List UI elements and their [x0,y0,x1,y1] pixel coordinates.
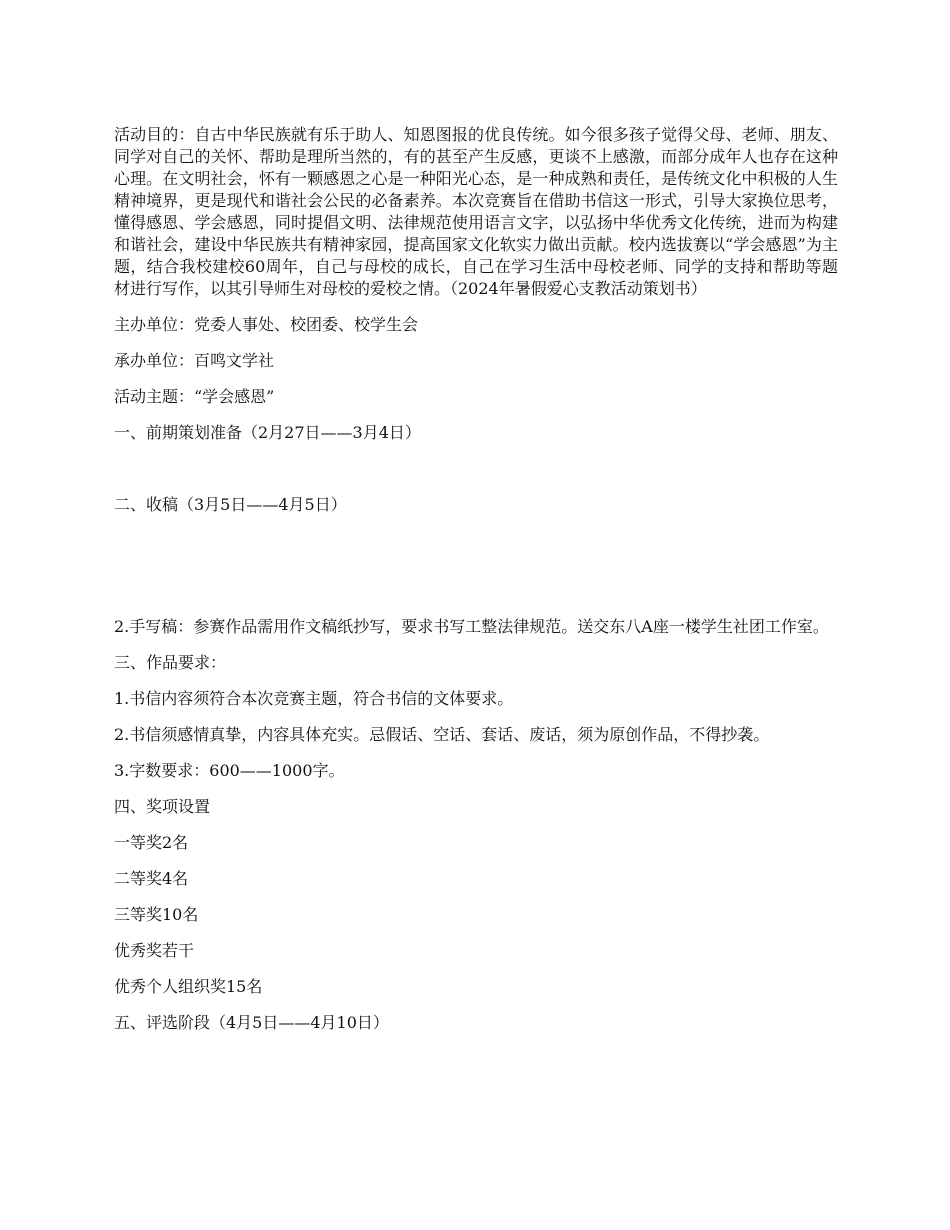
section-heading-preparation: 一、前期策划准备（2月27日——3月4日） [114,423,421,442]
co-organizer-line: 承办单位：百鸣文学社 [114,351,275,370]
award-third-prize: 三等奖10名 [114,905,199,924]
award-excellence: 优秀奖若干 [114,941,195,960]
requirement-item-3: 3.字数要求：600——1000字。 [114,761,345,780]
document-page [114,124,838,1048]
requirement-item-1: 1.书信内容须符合本次竞赛主题，符合书信的文体要求。 [114,689,514,708]
section-heading-judging: 五、评选阶段（4月5日——4月10日） [114,1013,389,1032]
award-first-prize: 一等奖2名 [114,833,189,852]
activity-purpose-paragraph: 活动目的：自古中华民族就有乐于助人、知恩图报的优良传统。如今很多孩子觉得父母、老师、朋友、同学对自己的关怀、帮助是理所当然的，有的甚至产生反感，更谈不上感激，而部分成年人也存在这种心理。在文明社会，怀有一颗感恩之心是一种阳光心态，是一种成熟和责任，是传统文化中积极的人生精神境界，更是现代和谐社会公民的必备素养。本次竞赛旨在借助书信这一形式，引导大家换位思考，懂得感恩、学会感恩，同时提倡文明、法律规范使用语言文字，以弘扬中华优秀文化传统，进而为构建和谐社会，建设中华民族共有精神家园，提高国家文化软实力做出贡献。校内选拔赛以“学会感恩”为主题，结合我校建校60周年，自己与母校的成长，自己在学习生活中母校老师、同学的支持和帮助等题材进行写作，以其引导师生对母校的爱校之情。（2024年暑假爱心支教活动策划书） [114,125,838,298]
section-heading-requirements: 三、作品要求： [114,653,227,672]
award-second-prize: 二等奖4名 [114,869,189,888]
section-heading-submission: 二、收稿（3月5日——4月5日） [114,495,347,514]
handwritten-submission-paragraph: 2.手写稿：参赛作品需用作文稿纸抄写，要求书写工整法律规范。送交东八A座一楼学生社团工作室。 [114,617,829,636]
award-organizer: 优秀个人组织奖15名 [114,977,263,996]
organizer-line: 主办单位：党委人事处、校团委、校学生会 [114,315,419,334]
requirement-item-2: 2.书信须感情真挚，内容具体充实。忌假话、空话、套话、废话，须为原创作品，不得抄袭。 [114,725,770,744]
section-heading-awards: 四、奖项设置 [114,797,211,816]
activity-theme-line: 活动主题：“学会感恩” [114,387,275,406]
